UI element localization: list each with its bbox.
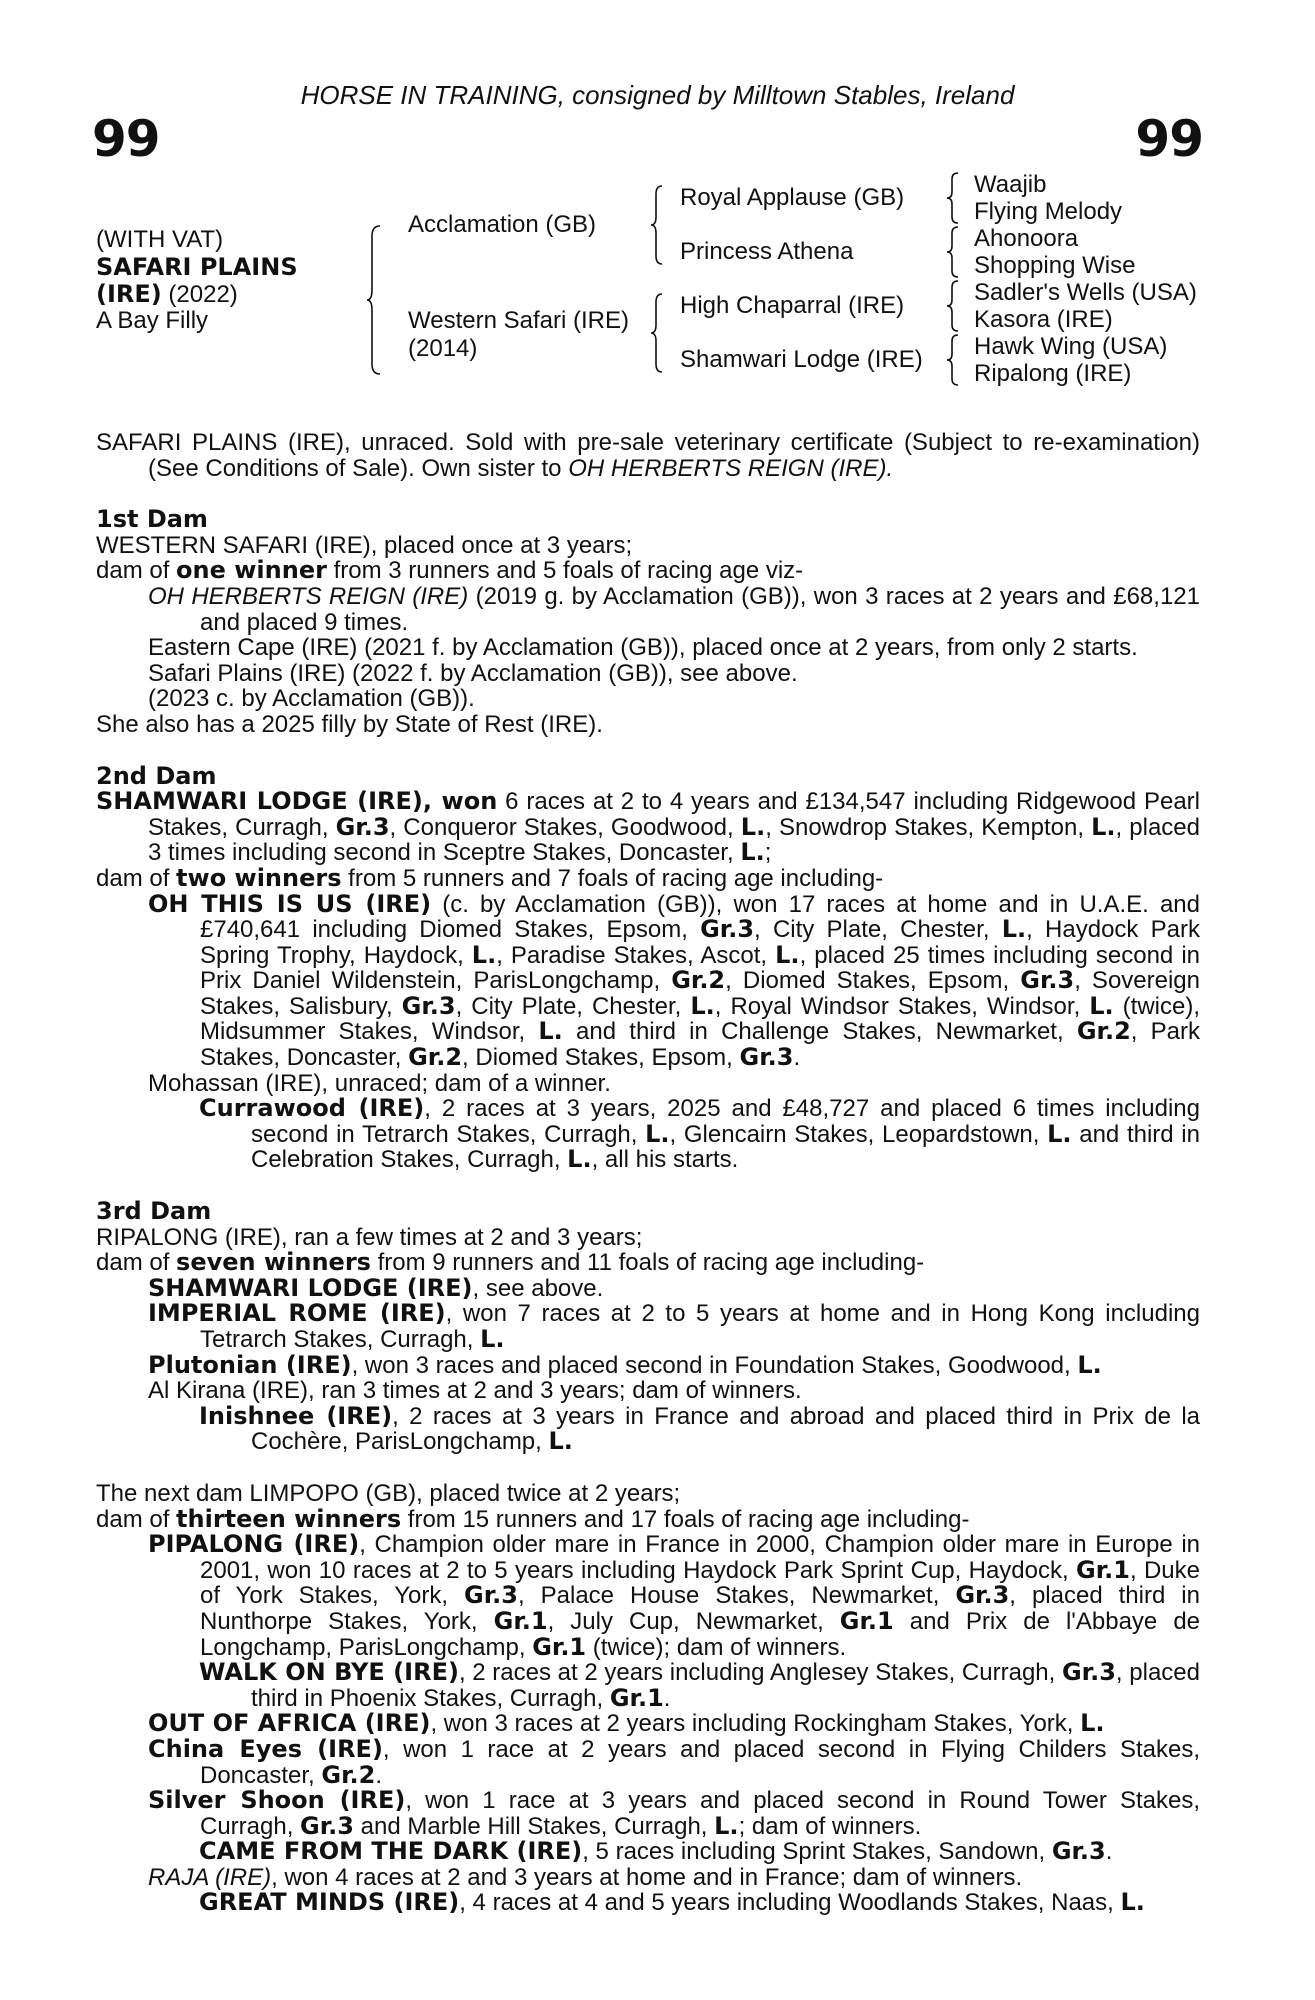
next-dam-offspring-3: China Eyes (IRE), won 1 race at 2 years and placed second in Flying Childers Stakes, Doncaster, Gr.2.: [148, 1734, 1201, 1789]
third-dam-line: RIPALONG (IRE), ran a few times at 2 and 3 years;: [96, 1223, 643, 1251]
next-dam-grandoffspring-2: CAME FROM THE DARK (IRE), 5 races including Sprint Stakes, Sandown, Gr.3.: [199, 1837, 1113, 1866]
first-dam-offspring-3: Safari Plains (IRE) (2022 f. by Acclamation (GB)), see above.: [148, 659, 798, 687]
catalogue-header: HORSE IN TRAINING, consigned by Milltown Stables, Ireland: [300, 80, 1015, 110]
pedigree-sds: Ahonoora: [974, 225, 1079, 252]
second-dam-offspring-2: Mohassan (IRE), unraced; dam of a winner.: [148, 1069, 611, 1097]
pedigree-dss: Sadler's Wells (USA): [974, 279, 1197, 306]
next-dam-offspring-4: Silver Shoon (IRE), won 1 race at 3 years and placed second in Round Tower Stakes, Curragh, Gr.3 and Marble Hill Stakes, Curragh, L.; dam of winners.: [148, 1786, 1200, 1840]
first-dam-foal-note: She also has a 2025 filly by State of Rest (IRE).: [96, 710, 603, 738]
first-dam-offspring-4: (2023 c. by Acclamation (GB)).: [148, 685, 475, 713]
pedigree-dds: Hawk Wing (USA): [974, 333, 1168, 360]
third-dam-heading: 3rd Dam: [96, 1197, 212, 1226]
next-dam-offspring-5: RAJA (IRE), won 4 races at 2 and 3 years at home and in France; dam of winners.: [148, 1863, 1023, 1891]
pedigree-ssd: Flying Melody: [974, 198, 1123, 225]
pedigree-brace-3a: [946, 171, 960, 225]
pedigree-brace-3d: [946, 333, 960, 387]
lot-number-left: 99: [92, 110, 160, 168]
vat-note: (WITH VAT): [96, 226, 224, 253]
second-dam-grandoffspring-1: Currawood (IRE), 2 races at 3 years, 2025 and £48,727 and placed 6 times including second in Tetrarch Stakes, Curragh, L., Glencairn Stakes, Leopardstown, L. and third in Celebration Stakes, Curragh, L., all his starts.: [199, 1094, 1200, 1174]
next-dam-offspring-1: PIPALONG (IRE), Champion older mare in France in 2000, Champion older mare in Europe in 2001, won 10 races at 2 to 5 years including Haydock Park Sprint Cup, Haydock, Gr.1, Duke of York Stakes, York, Gr.3, Palace House Stakes, Newmarket, Gr.3, placed third in Nunthorpe Stakes, York, Gr.1, July Cup, Newmarket, Gr.1 and Prix de l'Abbaye de Longchamp, ParisLongchamp, Gr.1 (twice); dam of winners.: [148, 1530, 1201, 1661]
first-dam-heading: 1st Dam: [96, 505, 208, 534]
dam-sire: High Chaparral (IRE): [680, 292, 905, 319]
next-dam-grandoffspring-1: WALK ON BYE (IRE), 2 races at 2 years including Anglesey Stakes, Curragh, Gr.3, placed third in Phoenix Stakes, Curragh, Gr.1.: [199, 1658, 1200, 1712]
dam-dam: Shamwari Lodge (IRE): [680, 346, 923, 373]
second-dam-heading: 2nd Dam: [96, 761, 217, 790]
third-dam-offspring-4: Al Kirana (IRE), ran 3 times at 2 and 3 years; dam of winners.: [148, 1377, 802, 1405]
sire-dam: Princess Athena: [680, 238, 854, 265]
second-dam-offspring-1: OH THIS IS US (IRE) (c. by Acclamation (GB)), won 17 races at home and in U.A.E. and £740,641 including Diomed Stakes, Epsom, Gr.3, City Plate, Chester, L., Haydock Park Spring Trophy, Haydock, L., Paradise Stakes, Ascot, L., placed 25 times including second in Prix Daniel Wildenstein, ParisLongchamp, Gr.2, Diomed Stakes, Epsom, Gr.3, Sovereign Stakes, Salisbury, Gr.3, City Plate, Chester, L., Royal Windsor Stakes, Windsor, L. (twice), Midsummer Stakes, Windsor, L. and third in Challenge Stakes, Newmarket, Gr.2, Park Stakes, Doncaster, Gr.2, Diomed Stakes, Epsom, Gr.3.: [148, 889, 1201, 1072]
pedigree-ddd: Ripalong (IRE): [974, 360, 1132, 387]
next-dam-produce: dam of thirteen winners from 15 runners and 17 foals of racing age including-: [96, 1504, 970, 1533]
pedigree-brace-3b: [946, 225, 960, 279]
sire-sire: Royal Applause (GB): [680, 184, 905, 211]
catalogue-body: [96, 430, 1200, 1916]
third-dam-grandoffspring-1: Inishnee (IRE), 2 races at 3 years in France and abroad and placed third in Prix de la Cochère, ParisLongchamp, L.: [199, 1401, 1200, 1456]
dam-year: (2014): [408, 335, 478, 362]
second-dam-produce: dam of two winners from 5 runners and 7 foals of racing age including-: [96, 863, 884, 892]
pedigree-sdd: Shopping Wise: [974, 252, 1136, 279]
third-dam-produce: dam of seven winners from 9 runners and 11 foals of racing age including-: [96, 1248, 925, 1277]
third-dam-offspring-3: Plutonian (IRE), won 3 races and placed second in Foundation Stakes, Goodwood, L.: [148, 1350, 1102, 1379]
pedigree-sss: Waajib: [974, 171, 1047, 198]
pedigree-brace-3c: [946, 279, 960, 333]
horse-name: SAFARI PLAINS: [96, 253, 298, 281]
first-dam-offspring-1: OH HERBERTS REIGN (IRE) (2019 g. by Acclamation (GB)), won 3 races at 2 years and £68,121 and placed 9 times.: [148, 582, 1200, 636]
horse-suffix-year: (IRE) (2022): [96, 280, 238, 308]
intro-paragraph: SAFARI PLAINS (IRE), unraced. Sold with pre-sale veterinary certificate (Subject to re-examination) (See Conditions of Sale). Own sister to OH HERBERTS REIGN (IRE).: [96, 429, 1200, 482]
second-dam-line: SHAMWARI LODGE (IRE), won 6 races at 2 to 4 years and £134,547 including Ridgewood Pearl Stakes, Curragh, Gr.3, Conqueror Stakes, Goodwood, L., Snowdrop Stakes, Kempton, L., placed 3 times including second in Sceptre Stakes, Doncaster, L.;: [96, 787, 1200, 867]
pedigree-brace-dam: [650, 292, 664, 374]
next-dam-line: The next dam LIMPOPO (GB), placed twice at 2 years;: [96, 1479, 681, 1507]
third-dam-offspring-2: IMPERIAL ROME (IRE), won 7 races at 2 to 5 years at home and in Hong Kong including Tetrarch Stakes, Curragh, L.: [148, 1299, 1200, 1353]
dam: Western Safari (IRE): [408, 307, 629, 334]
next-dam-grandoffspring-3: GREAT MINDS (IRE), 4 races at 4 and 5 years including Woodlands Stakes, Naas, L.: [199, 1888, 1145, 1917]
first-dam-line: WESTERN SAFARI (IRE), placed once at 3 years;: [96, 531, 633, 559]
horse-description: A Bay Filly: [96, 307, 209, 334]
first-dam-produce: dam of one winner from 3 runners and 5 foals of racing age viz-: [96, 556, 804, 585]
next-dam-offspring-2: OUT OF AFRICA (IRE), won 3 races at 2 years including Rockingham Stakes, York, L.: [148, 1709, 1105, 1738]
pedigree-brace-main: [366, 224, 382, 376]
sire: Acclamation (GB): [408, 211, 597, 238]
lot-number-right: 99: [1135, 110, 1203, 168]
first-dam-offspring-2: Eastern Cape (IRE) (2021 f. by Acclamation (GB)), placed once at 2 years, from only 2 starts.: [148, 634, 1138, 662]
third-dam-offspring-1: SHAMWARI LODGE (IRE), see above.: [148, 1273, 604, 1302]
pedigree-brace-sire: [650, 184, 664, 266]
pedigree-dsd: Kasora (IRE): [974, 306, 1113, 333]
